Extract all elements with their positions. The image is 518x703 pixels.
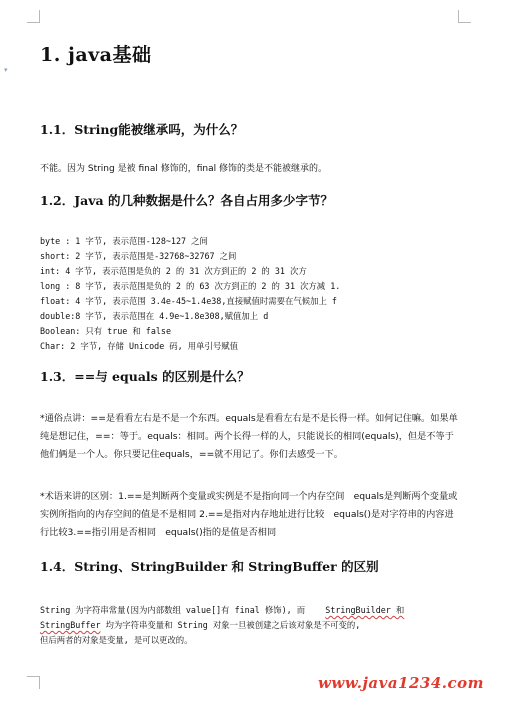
page-corner-mark — [27, 10, 40, 23]
section-heading: 1.3．==与 equals 的区别是什么？ — [40, 369, 250, 384]
code-line: double:8 字节, 表示范围在 4.9e~1.8e308,赋值加上 d — [40, 311, 269, 321]
page-corner-mark — [458, 10, 471, 23]
paragraph: *通俗点讲：==是看看左右是不是一个东西。equals是看看左右是不是长得一样。如何记住嘛。如果单纯是想记住，==：等于。equals：相同。两个长得一样的人，只能说长的相同(equals)，但是不等于他们俩是一个人。你只要记住equals，==就不用记了。你们去感受一下。 — [40, 413, 458, 460]
page-corner-mark — [27, 676, 40, 689]
code-line: int: 4 字节, 表示范围是负的 2 的 31 次方到正的 2 的 31 次方 — [40, 266, 307, 276]
margin-marker-icon: ▾ — [4, 66, 8, 74]
paragraph: 不能。因为 String 是被 final 修饰的，final 修饰的类是不能被继承的。 — [40, 164, 327, 174]
code-line: Boolean: 只有 true 和 false — [40, 326, 172, 336]
code-line: Char: 2 字节, 存储 Unicode 码, 用单引号赋值 — [40, 341, 239, 351]
section-heading: 1.4．String、StringBuilder 和 StringBuffer 的区别 — [40, 559, 379, 574]
code-line: long : 8 字节, 表示范围是负的 2 的 63 次方到正的 2 的 31 次方减 1. — [40, 281, 341, 291]
code-line: StringBuffer 均为字符串变量和 String 对象一旦被创建之后该对象是不可变的, — [40, 620, 361, 630]
code-line: byte : 1 字节, 表示范围-128~127 之间 — [40, 236, 208, 246]
code-line: String 为字符串常量(因为内部数组 value[]有 final 修饰), 而 StringBuilder 和 — [40, 605, 405, 615]
code-line: short: 2 字节, 表示范围是-32768~32767 之间 — [40, 251, 237, 261]
watermark-logo: www.java1234.com — [318, 674, 485, 692]
section-heading: 1.2．Java 的几种数据是什么？各自占用多少字节？ — [40, 193, 333, 208]
paragraph: *术语来讲的区别：1.==是判断两个变量或实例是不是指向同一个内存空间 equals是判断两个变量或实例所指向的内存空间的值是不是相同 2.==是指对内存地址进行比较 equals()是对字符串的内容进行比较3.==指引用是否相同 equals()指的是值是否相同 — [40, 491, 458, 538]
code-line: 但后两者的对象是变量, 是可以更改的。 — [40, 635, 193, 645]
page-title: 1. java基础 — [40, 44, 152, 66]
section-heading: 1.1．String能被继承吗，为什么？ — [40, 122, 244, 137]
code-line: float: 4 字节, 表示范围 3.4e-45~1.4e38,直接赋值时需要在气候加上 f — [40, 296, 337, 306]
